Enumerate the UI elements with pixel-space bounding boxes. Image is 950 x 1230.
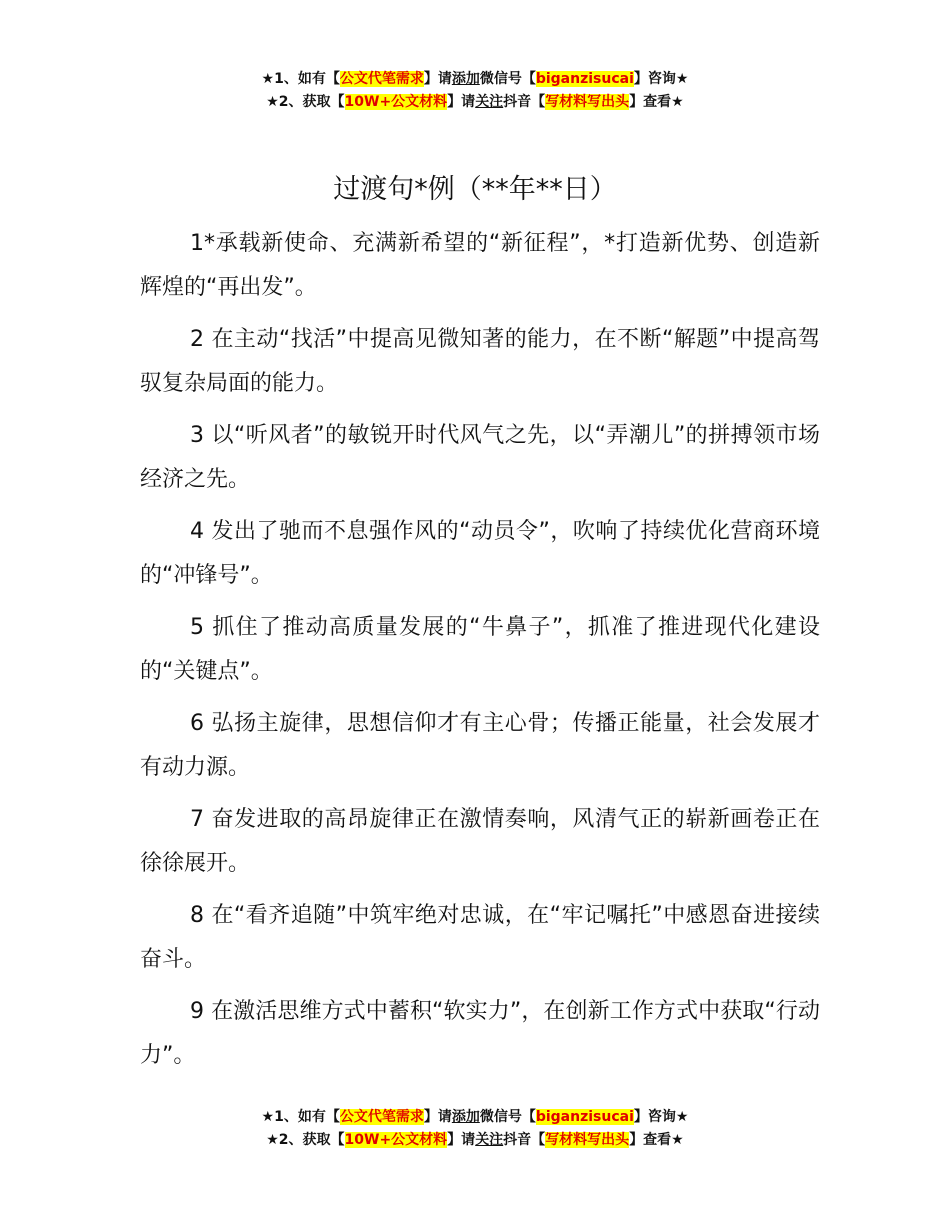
banner-text: ★2、获取【 bbox=[266, 1132, 345, 1148]
footer-banner bbox=[0, 1106, 950, 1152]
banner-line-2 bbox=[0, 1129, 950, 1152]
banner-text: 抖音【 bbox=[503, 94, 546, 110]
banner-underlined: 添加 bbox=[451, 1109, 480, 1125]
banner-text: 【 bbox=[325, 1109, 340, 1125]
highlight-ghostwriting: 公文代笔需求 bbox=[339, 1109, 424, 1125]
banner-text: ★1、如有 bbox=[261, 1109, 326, 1125]
banner-text: 】请 bbox=[447, 1132, 476, 1148]
banner-text: 】请 bbox=[423, 71, 452, 87]
banner-text: 微信号【 bbox=[479, 1109, 536, 1125]
highlight-wechat-id: biganzisucai bbox=[535, 71, 634, 87]
paragraph: 7 奋发进取的高昂旋律正在激情奏响，风清气正的崭新画卷正在徐徐展开。 bbox=[140, 807, 820, 876]
banner-underlined: 关注 bbox=[475, 94, 504, 110]
banner-text: 微信号【 bbox=[479, 71, 536, 87]
banner-line-1 bbox=[0, 1106, 950, 1129]
paragraph: 9 在激活思维方式中蓄积“软实力”，在创新工作方式中获取“行动力”。 bbox=[140, 999, 820, 1068]
paragraph: 6 弘扬主旋律，思想信仰才有主心骨；传播正能量，社会发展才有动力源。 bbox=[140, 711, 820, 780]
paragraph: 3 以“听风者”的敏锐开时代风气之先，以“弄潮儿”的拼搏领市场经济之先。 bbox=[140, 423, 820, 492]
document-title: 过渡句*例（**年**日） bbox=[333, 174, 617, 205]
banner-text: 】咨询★ bbox=[633, 71, 689, 87]
banner-underlined: 关注 bbox=[475, 1132, 504, 1148]
banner-underlined: 添加 bbox=[451, 71, 480, 87]
banner-text: 】请 bbox=[423, 1109, 452, 1125]
highlight-materials: 10W+公文材料 bbox=[344, 1132, 448, 1148]
paragraph: 2 在主动“找活”中提高见微知著的能力，在不断“解题”中提高驾驭复杂局面的能力。 bbox=[140, 327, 820, 396]
banner-text: ★2、获取【 bbox=[266, 94, 345, 110]
highlight-wechat-id: biganzisucai bbox=[535, 1109, 634, 1125]
banner-text: 】查看★ bbox=[629, 1132, 684, 1148]
document-body bbox=[140, 222, 820, 1086]
paragraph: 5 抓住了推动高质量发展的“牛鼻子”，抓准了推进现代化建设的“关键点”。 bbox=[140, 615, 820, 684]
paragraph: 4 发出了驰而不息强作风的“动员令”，吹响了持续优化营商环境的“冲锋号”。 bbox=[140, 519, 820, 588]
banner-line-1 bbox=[0, 68, 950, 91]
banner-text: 】请 bbox=[447, 94, 476, 110]
highlight-ghostwriting: 公文代笔需求 bbox=[339, 71, 424, 87]
paragraph: 1*承载新使命、充满新希望的“新征程”，*打造新优势、创造新辉煌的“再出发”。 bbox=[140, 231, 820, 300]
paragraph: 8 在“看齐追随”中筑牢绝对忠诚，在“牢记嘱托”中感恩奋进接续奋斗。 bbox=[140, 903, 820, 972]
banner-text: 】查看★ bbox=[629, 94, 684, 110]
banner-text: ★1、如有 bbox=[261, 71, 326, 87]
banner-text: 抖音【 bbox=[503, 1132, 546, 1148]
banner-text: 】咨询★ bbox=[633, 1109, 689, 1125]
highlight-douyin: 写材料写出头 bbox=[545, 1132, 630, 1148]
highlight-douyin: 写材料写出头 bbox=[545, 94, 630, 110]
banner-text: 【 bbox=[325, 71, 340, 87]
header-banner bbox=[0, 68, 950, 114]
banner-line-2 bbox=[0, 91, 950, 114]
highlight-materials: 10W+公文材料 bbox=[344, 94, 448, 110]
